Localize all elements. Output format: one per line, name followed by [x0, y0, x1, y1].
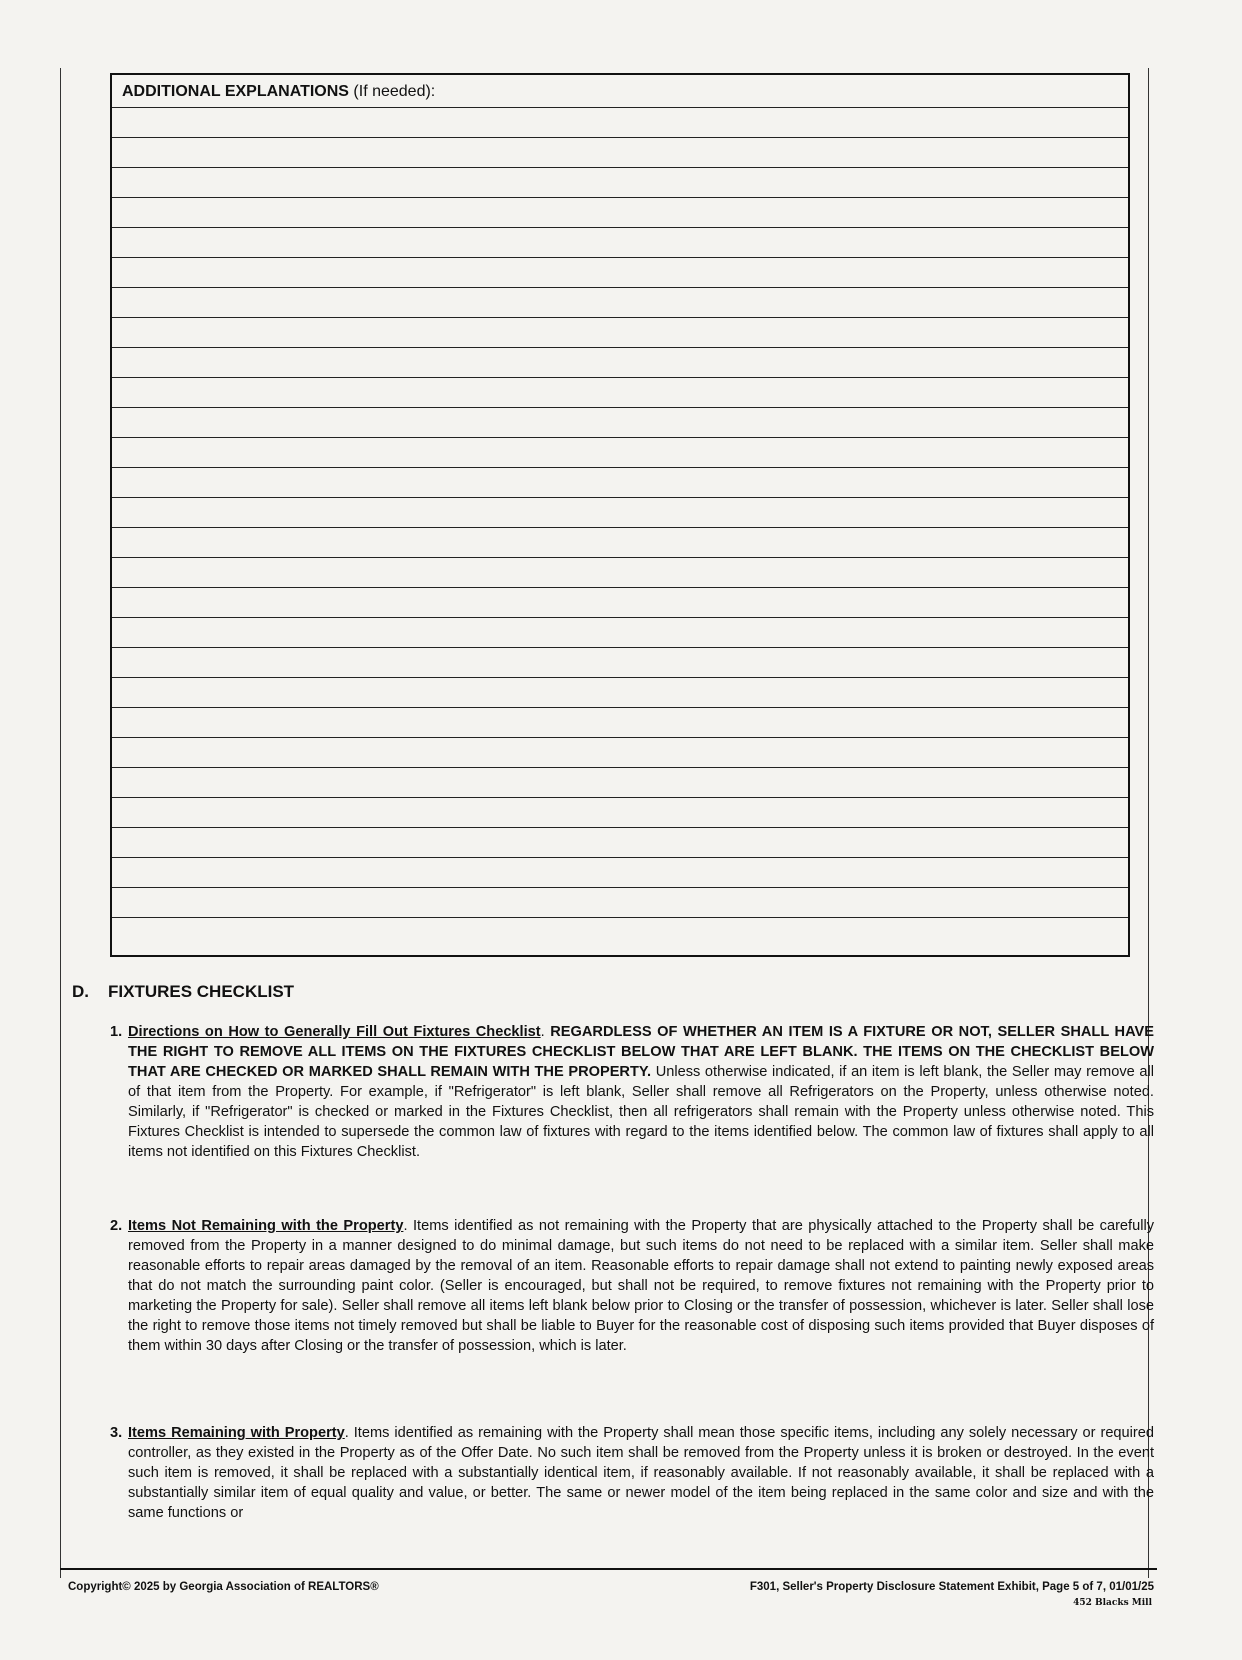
additional-explanations-title [122, 83, 435, 101]
item-number: 2. [110, 1218, 123, 1234]
footer-rule [60, 1568, 1157, 1570]
explanations-title-text: ADDITIONAL EXPLANATIONS [122, 83, 349, 100]
ruled-line [112, 527, 1128, 528]
ruled-line [112, 857, 1128, 858]
section-letter: D. [72, 982, 89, 1001]
ruled-line [112, 467, 1128, 468]
ruled-line [112, 557, 1128, 558]
fixtures-item-1 [110, 1022, 1154, 1162]
fixtures-item-3 [110, 1423, 1154, 1523]
ruled-line [112, 137, 1128, 138]
item-body: Directions on How to Generally Fill Out Fixtures Checklist. REGARDLESS OF WHETHER AN ITEM IS A FIXTURE OR NOT, SELLER SHALL HAVE THE RIGHT TO REMOVE ALL ITEMS ON THE FIXTURES CHECKLIST BELOW THAT ARE LEFT BLANK. THE ITEMS ON THE CHECKLIST BELOW THAT ARE CHECKED OR MARKED SHALL REMAIN WITH THE PROPERTY. Unless otherwise indicated, if an item is left blank, the Seller may remove all of that item from the Property. For example, if "Refrigerator" is left blank, Seller shall remove all Refrigerators on the Property, unless otherwise noted. Similarly, if "Refrigerator" is checked or marked in the Fixtures Checklist, then all refrigerators shall remain with the Property unless otherwise noted. This Fixtures Checklist is intended to supersede the common law of fixtures with regard to the items identified below. The common law of fixtures shall apply to all items not identified on this Fixtures Checklist. [128, 1024, 1154, 1160]
ruled-line [112, 647, 1128, 648]
ruled-line [112, 827, 1128, 828]
ruled-line [112, 407, 1128, 408]
item-title: Items Not Remaining with the Property [128, 1218, 404, 1234]
ruled-line [112, 707, 1128, 708]
item-text: Unless otherwise indicated, if an item is left blank, the Seller may remove all of that item from the Property. For example, if "Refrigerator" is left blank, Seller shall remove all Refrigerators on the Property, unless otherwise noted. Similarly, if "Refrigerator" is checked or marked in the Fixtures Checklist, then all refrigerators shall remain with the Property unless otherwise noted. This Fixtures Checklist is intended to supersede the common law of fixtures with regard to the items identified below. The common law of fixtures shall apply to all items not identified on this Fixtures Checklist. [128, 1064, 1154, 1160]
ruled-line [112, 887, 1128, 888]
ruled-line [112, 797, 1128, 798]
additional-explanations-box [110, 73, 1130, 957]
ruled-line [112, 677, 1128, 678]
ruled-line [112, 617, 1128, 618]
item-number: 3. [110, 1425, 123, 1441]
footer-copyright: Copyright© 2025 by Georgia Association of REALTORS® [68, 1581, 379, 1593]
item-title: Items Remaining with Property [128, 1425, 345, 1441]
footer-address-stamp: 452 Blacks Mill [1073, 1598, 1152, 1608]
item-caps-text: REGARDLESS OF WHETHER AN ITEM IS A FIXTURE OR NOT, SELLER SHALL HAVE THE RIGHT TO REMOVE ALL ITEMS ON THE FIXTURES CHECKLIST BELOW THAT ARE LEFT BLANK. THE ITEMS ON THE CHECKLIST BELOW THAT ARE CHECKED OR MARKED SHALL REMAIN WITH THE PROPERTY. [128, 1024, 1154, 1080]
ruled-line [112, 437, 1128, 438]
item-text: Items identified as not remaining with the Property that are physically attached to the Property shall be carefully removed from the Property in a manner designed to do minimal damage, but such items do not need to be replaced with a similar item. Seller shall make reasonable efforts to repair areas damaged by the removal of an item. Reasonable efforts to repair damage shall not extend to painting newly exposed areas that do not match the surrounding paint color. (Seller is encouraged, but shall not be required, to remove fixtures not remaining with the Property prior to marketing the Property for sale). Seller shall remove all items left blank below prior to Closing or the transfer of possession, whichever is later. Seller shall lose the right to remove those items not timely removed but shall be liable to Buyer for the reasonable cost of disposing such items provided that Buyer disposes of them within 30 days after Closing or the transfer of possession, which is later. [128, 1218, 1154, 1354]
ruled-line [112, 227, 1128, 228]
item-title: Directions on How to Generally Fill Out Fixtures Checklist [128, 1024, 541, 1040]
ruled-line [112, 197, 1128, 198]
ruled-line [112, 257, 1128, 258]
ruled-line [112, 347, 1128, 348]
ruled-line [112, 497, 1128, 498]
ruled-line [112, 767, 1128, 768]
ruled-line [112, 317, 1128, 318]
ruled-line [112, 587, 1128, 588]
ruled-line [112, 377, 1128, 378]
ruled-line [112, 167, 1128, 168]
fixtures-item-2 [110, 1216, 1154, 1356]
footer-form-info: F301, Seller's Property Disclosure Statement Exhibit, Page 5 of 7, 01/01/25 [749, 1581, 1154, 1593]
ruled-line [112, 287, 1128, 288]
item-body: Items Remaining with Property. Items identified as remaining with the Property shall mean those specific items, including any solely necessary or required controller, as they existed in the Property as of the Offer Date. No such item shall be removed from the Property unless it is broken or destroyed. In the event such item is removed, it shall be replaced with a substantially identical item, if reasonably available. If not reasonably available, it shall be replaced with a substantially similar item of equal quality and value, or better. The same or newer model of the item being replaced in the same color and size and with the same functions or [128, 1425, 1154, 1521]
ruled-line [112, 107, 1128, 108]
item-body: Items Not Remaining with the Property. Items identified as not remaining with the Property that are physically attached to the Property shall be carefully removed from the Property in a manner designed to do minimal damage, but such items do not need to be replaced with a similar item. Seller shall make reasonable efforts to repair areas damaged by the removal of an item. Reasonable efforts to repair damage shall not extend to painting newly exposed areas that do not match the surrounding paint color. (Seller is encouraged, but shall not be required, to remove fixtures not remaining with the Property prior to marketing the Property for sale). Seller shall remove all items left blank below prior to Closing or the transfer of possession, whichever is later. Seller shall lose the right to remove those items not timely removed but shall be liable to Buyer for the reasonable cost of disposing such items provided that Buyer disposes of them within 30 days after Closing or the transfer of possession, which is later. [128, 1218, 1154, 1354]
ruled-line [112, 917, 1128, 918]
item-number: 1. [110, 1024, 123, 1040]
ruled-line [112, 737, 1128, 738]
section-title: FIXTURES CHECKLIST [108, 982, 295, 1001]
explanations-title-suffix: (If needed): [353, 83, 436, 100]
item-text: Items identified as remaining with the Property shall mean those specific items, including any solely necessary or required controller, as they existed in the Property as of the Offer Date. No such item shall be removed from the Property unless it is broken or destroyed. In the event such item is removed, it shall be replaced with a substantially identical item, if reasonably available. If not reasonably available, it shall be replaced with a substantially similar item of equal quality and value, or better. The same or newer model of the item being replaced in the same color and size and with the same functions or [128, 1425, 1154, 1521]
section-d-heading [72, 982, 294, 1002]
